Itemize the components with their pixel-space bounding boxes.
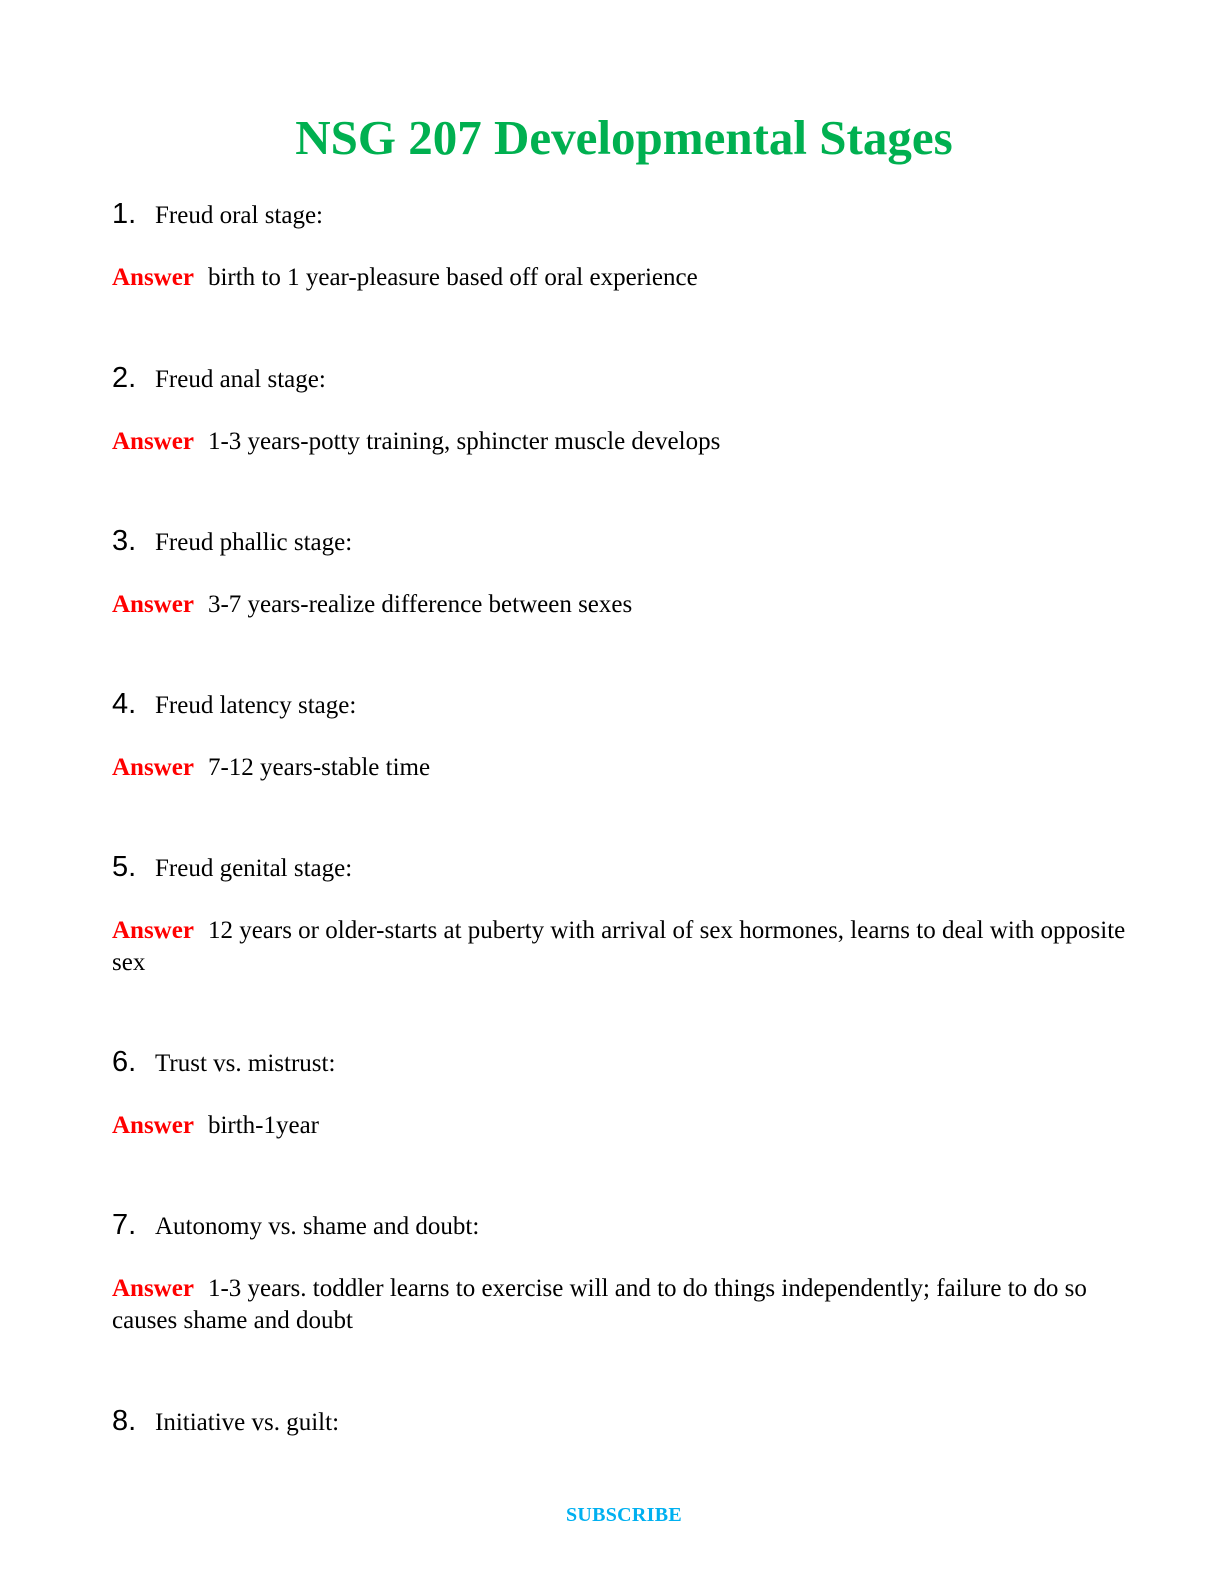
question-text: Freud latency stage: <box>155 692 357 719</box>
answer-label: Answer <box>112 754 194 781</box>
answer-block <box>112 752 1142 784</box>
answer-text: birth-1year <box>207 1112 319 1139</box>
question-item-4 <box>112 688 1142 784</box>
answer-block <box>112 426 1142 458</box>
answer-text: 3-7 years-realize difference between sexes <box>207 591 633 618</box>
question-number: 5. <box>112 851 137 883</box>
question-text: Autonomy vs. shame and doubt: <box>155 1213 480 1240</box>
answer-label: Answer <box>112 264 194 291</box>
answer-block <box>112 1110 1142 1142</box>
question-number: 6. <box>112 1046 137 1078</box>
question-text: Freud genital stage: <box>155 855 353 882</box>
question-item-8 <box>112 1405 1142 1445</box>
question-number: 7. <box>112 1209 137 1241</box>
answer-label: Answer <box>112 591 194 618</box>
answer-block <box>112 915 1142 979</box>
answer-text: 7-12 years-stable time <box>207 754 431 781</box>
answer-text: 1-3 years. toddler learns to exercise will and to do things independently; failure to do so causes shame and doubt <box>112 1275 1087 1334</box>
question-number: 3. <box>112 525 137 557</box>
answer-label: Answer <box>112 917 194 944</box>
question-number: 8. <box>112 1405 137 1437</box>
answer-block <box>112 262 1142 294</box>
answer-label: Answer <box>112 1275 194 1302</box>
page-title: NSG 207 Developmental Stages <box>295 110 953 165</box>
question-item-5 <box>112 851 1142 979</box>
answer-label: Answer <box>112 1112 194 1139</box>
question-item-6 <box>112 1046 1142 1142</box>
question-item-7 <box>112 1209 1142 1337</box>
question-number: 2. <box>112 362 137 394</box>
question-text: Freud anal stage: <box>155 366 326 393</box>
question-text: Freud oral stage: <box>155 202 324 229</box>
question-item-1 <box>112 198 1142 294</box>
answer-block <box>112 1273 1142 1337</box>
answer-text: 12 years or older-starts at puberty with arrival of sex hormones, learns to deal with opposite sex <box>112 917 1126 976</box>
question-text: Trust vs. mistrust: <box>155 1050 336 1077</box>
question-text: Freud phallic stage: <box>155 529 353 556</box>
question-item-3 <box>112 525 1142 621</box>
answer-label: Answer <box>112 428 194 455</box>
answer-text: birth to 1 year-pleasure based off oral experience <box>207 264 698 291</box>
answer-block <box>112 589 1142 621</box>
subscribe-link[interactable]: SUBSCRIBE <box>565 1504 683 1526</box>
question-text: Initiative vs. guilt: <box>155 1409 340 1436</box>
question-number: 4. <box>112 688 137 720</box>
question-item-2 <box>112 362 1142 458</box>
question-number: 1. <box>112 198 137 230</box>
answer-text: 1-3 years-potty training, sphincter muscle develops <box>207 428 721 455</box>
